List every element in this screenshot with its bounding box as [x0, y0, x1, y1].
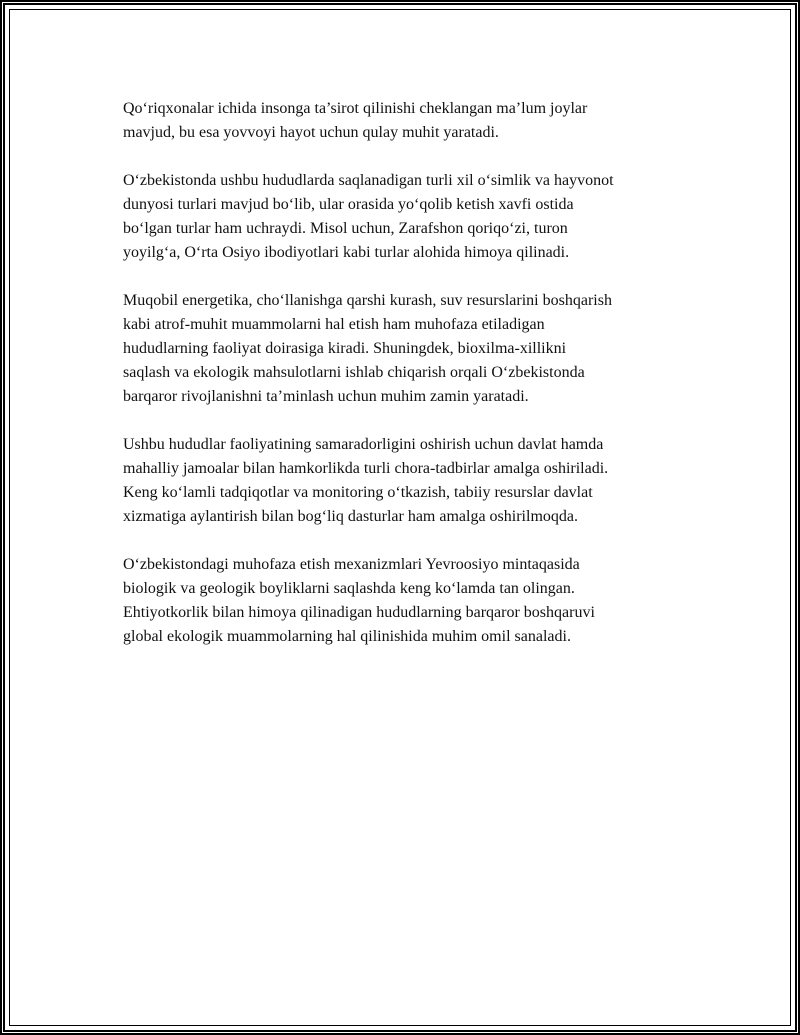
paragraph-3: [123, 289, 703, 409]
text-line: bo‘lgan turlar ham uchraydi. Misol uchun, Zarafshon qoriqo‘zi, turon: [123, 220, 568, 237]
text-line: hududlarning faoliyat doirasiga kiradi. Shuningdek, bioxilma-xillikni: [123, 340, 567, 357]
paragraph-1: [123, 97, 703, 145]
text-line: O‘zbekistondagi muhofaza etish mexanizmlari Yevroosiyo mintaqasida: [123, 556, 580, 573]
text-line: mavjud, bu esa yovvoyi hayot uchun qulay muhit yaratadi.: [123, 124, 499, 141]
text-line: Keng ko‘lamli tadqiqotlar va monitoring o‘tkazish, tabiiy resurslar davlat: [123, 484, 593, 501]
paragraph-2: [123, 169, 703, 265]
text-line: kabi atrof-muhit muammolarni hal etish ham muhofaza etiladigan: [123, 316, 545, 333]
text-line: Ehtiyotkorlik bilan himoya qilinadigan hududlarning barqaror boshqaruvi: [123, 604, 595, 621]
text-line: Ushbu hududlar faoliyatining samaradorligini oshirish uchun davlat hamda: [123, 436, 604, 453]
text-line: xizmatiga aylantirish bilan bog‘liq dasturlar ham amalga oshirilmoqda.: [123, 508, 578, 525]
paragraph-5: [123, 553, 703, 649]
text-line: Muqobil energetika, cho‘llanishga qarshi kurash, suv resurslarini boshqarish: [123, 292, 612, 309]
document-body: [123, 97, 703, 673]
text-line: dunyosi turlari mavjud bo‘lib, ular orasida yo‘qolib ketish xavfi ostida: [123, 196, 574, 213]
paragraph-4: [123, 433, 703, 529]
text-line: barqaror rivojlanishni ta’minlash uchun muhim zamin yaratadi.: [123, 388, 529, 405]
text-line: yoyilg‘a, O‘rta Osiyo ibodiyotlari kabi turlar alohida himoya qilinadi.: [123, 244, 570, 261]
text-line: saqlash va ekologik mahsulotlarni ishlab chiqarish orqali O‘zbekistonda: [123, 364, 585, 381]
text-line: mahalliy jamoalar bilan hamkorlikda turli chora-tadbirlar amalga oshiriladi.: [123, 460, 609, 477]
text-line: O‘zbekistonda ushbu hududlarda saqlanadigan turli xil o‘simlik va hayvonot: [123, 172, 614, 189]
text-line: global ekologik muammolarning hal qilinishida muhim omil sanaladi.: [123, 628, 571, 645]
text-line: biologik va geologik boyliklarni saqlashda keng ko‘lamda tan olingan.: [123, 580, 575, 597]
text-line: Qo‘riqxonalar ichida insonga ta’sirot qilinishi cheklangan ma’lum joylar: [123, 100, 588, 117]
